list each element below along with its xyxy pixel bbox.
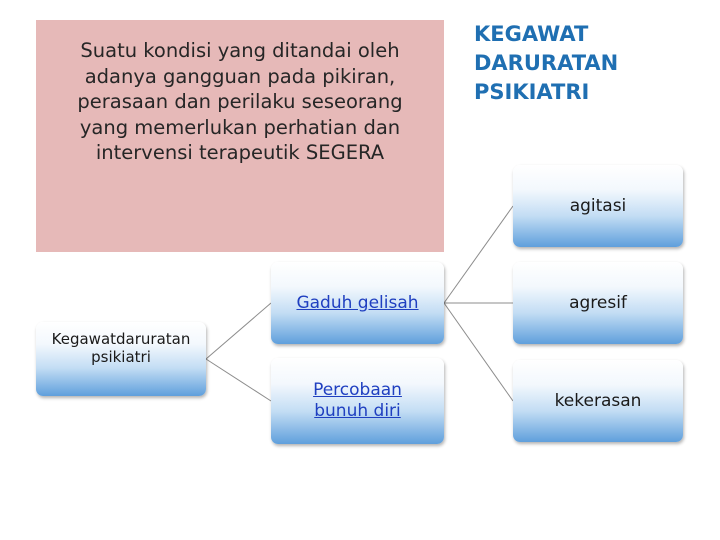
node-agresif — [513, 262, 683, 344]
node-gaduh-gelisah[interactable] — [271, 262, 444, 344]
title-line: KEGAWAT — [474, 22, 589, 46]
definition-line: yang memerlukan perhatian dan — [79, 115, 401, 139]
title-line: DARURATAN — [474, 51, 619, 75]
definition-line: intervensi terapeutik SEGERA — [95, 141, 385, 164]
percobaan-link-line[interactable]: Percobaan — [313, 380, 402, 400]
node-percobaan-bunuh-diri[interactable] — [271, 358, 444, 444]
node-label: agresif — [569, 293, 627, 313]
connector-gaduh-agitasi — [444, 206, 513, 303]
node-label-line: psikiatri — [91, 348, 151, 366]
definition-line: perasaan dan perilaku seseorang — [77, 90, 403, 113]
node-label: agitasi — [569, 196, 627, 216]
percobaan-link-line[interactable]: bunuh diri — [314, 401, 401, 421]
node-kegawatdaruratan-psikiatri — [36, 322, 206, 396]
definition-line: adanya gangguan pada pikiran, — [84, 64, 396, 88]
connector-gaduh-kekerasan — [444, 303, 513, 401]
gaduh-gelisah-link[interactable]: Gaduh gelisah — [296, 292, 419, 313]
node-agitasi — [513, 165, 683, 247]
title-line: PSIKIATRI — [474, 80, 590, 104]
connector-root-gaduh — [206, 303, 271, 359]
node-label-line: Kegawatdaruratan — [51, 330, 191, 348]
node-label: kekerasan — [554, 391, 642, 411]
node-kekerasan — [513, 360, 683, 442]
definition-line: Suatu kondisi yang ditandai oleh — [80, 39, 400, 62]
connector-root-percobaan — [206, 359, 271, 401]
